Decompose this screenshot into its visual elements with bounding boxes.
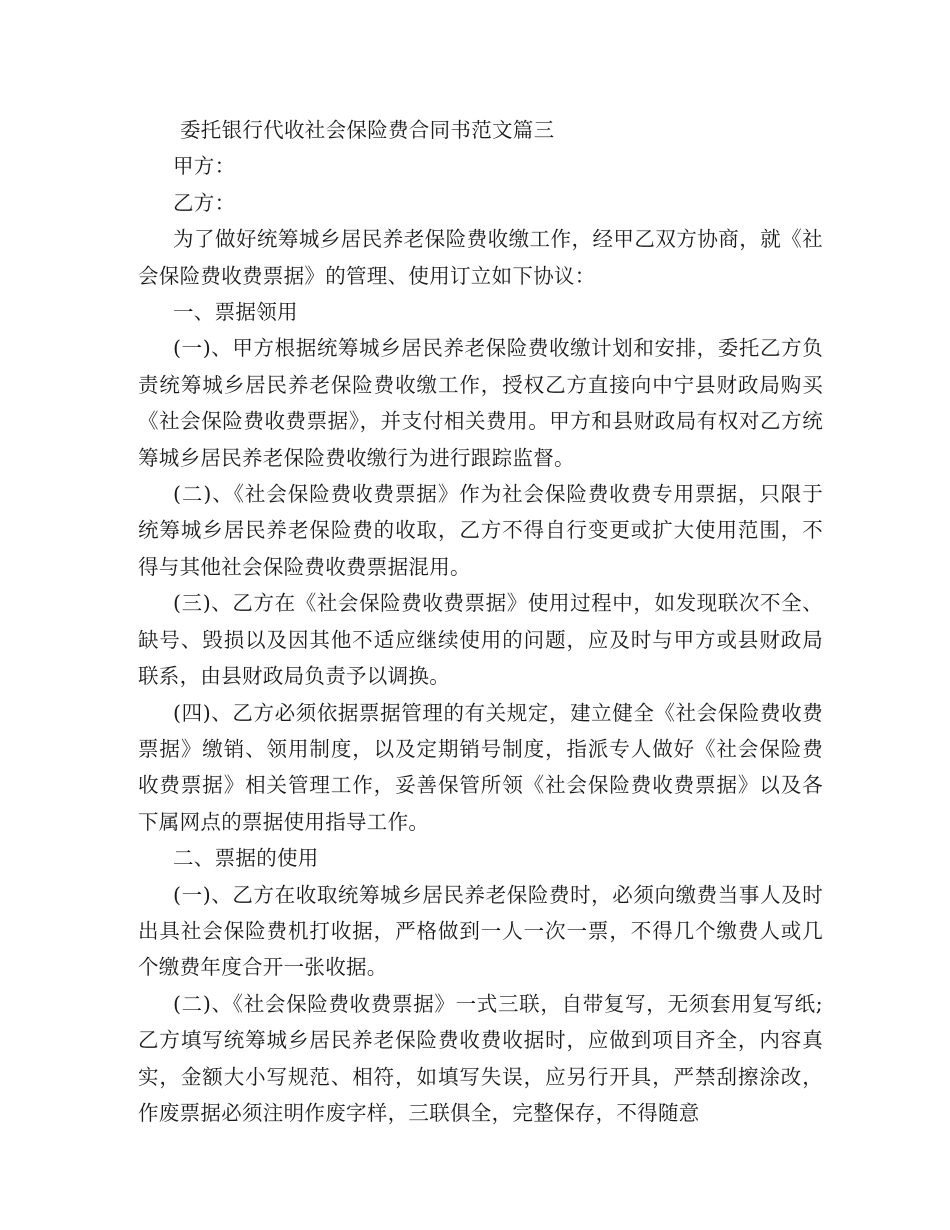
document-title: 委托银行代收社会保险费合同书范文篇三 xyxy=(180,118,555,142)
party-a-line: 甲方： xyxy=(173,154,236,179)
clause-1-2: (二)、《社会保险费收费票据》作为社会保险费收费专用票据，只限于统筹城乡居民养老保险费的收取，乙方不得自行变更或扩大使用范围，不得与其他社会保险费收费票据混用。 xyxy=(138,482,823,579)
section-heading-2: 二、票据的使用 xyxy=(173,846,319,871)
section-heading-1: 一、票据领用 xyxy=(173,300,298,325)
preamble-paragraph: 为了做好统筹城乡居民养老保险费收缴工作，经甲乙双方协商，就《社会保险费收费票据》的管理、使用订立如下协议： xyxy=(138,227,823,288)
clause-1-1: (一)、甲方根据统筹城乡居民养老保险费收缴计划和安排，委托乙方负责统筹城乡居民养老保险费收缴工作，授权乙方直接向中宁县财政局购买《社会保险费收费票据》，并支付相关费用。甲方和县财政局有权对乙方统筹城乡居民养老保险费收缴行为进行跟踪监督。 xyxy=(138,336,823,470)
party-b-line: 乙方： xyxy=(173,190,236,215)
clause-2-2: (二)、《社会保险费收费票据》一式三联，自带复写，无须套用复写纸;乙方填写统筹城乡居民养老保险费收费收据时，应做到项目齐全，内容真实，金额大小写规范、相符，如填写失误，应另行开具，严禁刮擦涂改，作废票据必须注明作废字样，三联俱全，完整保存，不得随意 xyxy=(138,991,823,1125)
clause-2-1: (一)、乙方在收取统筹城乡居民养老保险费时，必须向缴费当事人及时出具社会保险费机打收据，严格做到一人一次一票，不得几个缴费人或几个缴费年度合开一张收据。 xyxy=(138,882,823,980)
document-page xyxy=(138,112,823,1131)
clause-1-4: (四)、乙方必须依据票据管理的有关规定，建立健全《社会保险费收费票据》缴销、领用制度，以及定期销号制度，指派专人做好《社会保险费收费票据》相关管理工作，妥善保管所领《社会保险费收费票据》以及各下属网点的票据使用指导工作。 xyxy=(138,700,823,834)
clause-1-3: (三)、乙方在《社会保险费收费票据》使用过程中，如发现联次不全、缺号、毁损以及因其他不适应继续使用的问题，应及时与甲方或县财政局联系，由县财政局负责予以调换。 xyxy=(138,591,823,689)
